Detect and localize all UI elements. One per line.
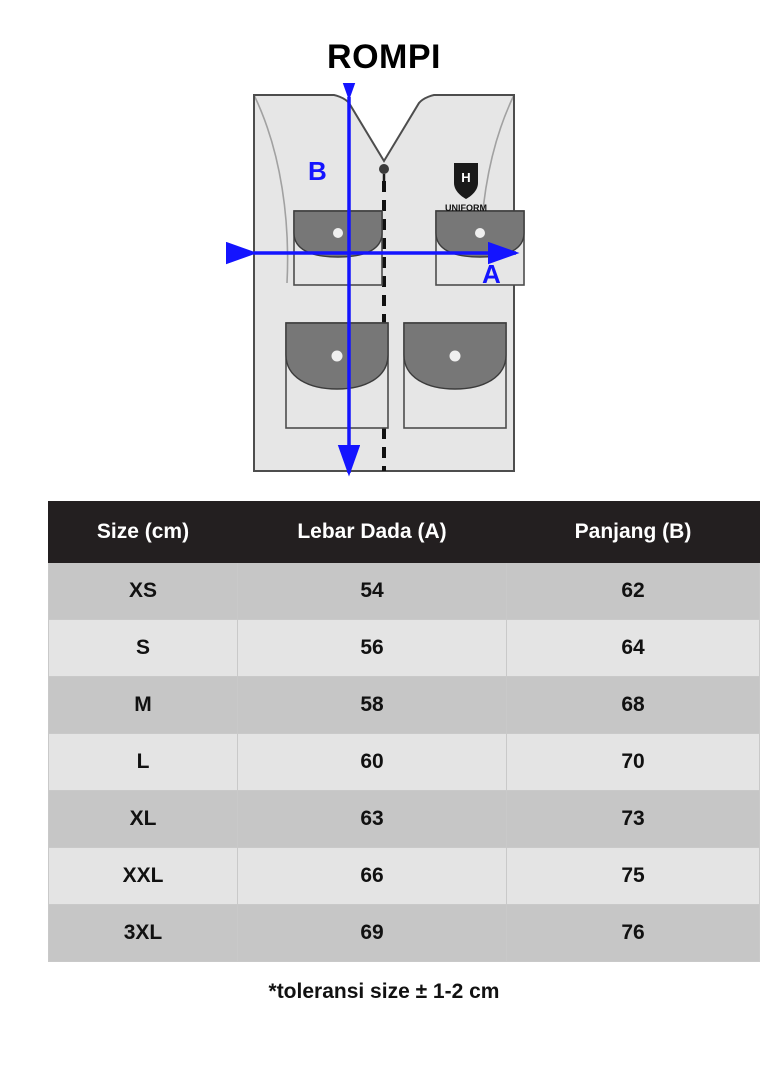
cell-size: M [49,677,238,734]
cell-chest: 69 [238,905,507,962]
tolerance-note: *toleransi size ± 1-2 cm [268,980,500,1003]
table-row [49,791,760,848]
table-header-row [49,502,760,563]
cell-size: XXL [49,848,238,905]
cell-size: XL [49,791,238,848]
cell-length: 73 [507,791,760,848]
cell-length: 75 [507,848,760,905]
cell-chest: 54 [238,563,507,620]
table-row [49,677,760,734]
cell-length: 76 [507,905,760,962]
cell-length: 62 [507,563,760,620]
cell-size: XS [49,563,238,620]
svg-text:H: H [461,170,471,185]
label-a: A [482,259,501,289]
header-chest: Lebar Dada (A) [238,502,507,563]
cell-chest: 63 [238,791,507,848]
table-row [49,848,760,905]
header-length: Panjang (B) [507,502,760,563]
size-table [48,501,760,962]
label-b: B [308,156,327,186]
size-table-head [49,502,760,563]
size-table-wrap [48,501,720,962]
cell-chest: 66 [238,848,507,905]
cell-chest: 58 [238,677,507,734]
cell-size: L [49,734,238,791]
lower-pocket-right [404,323,506,428]
cell-length: 70 [507,734,760,791]
table-row [49,734,760,791]
vest-diagram-svg [104,83,664,483]
brand-text: UNIFORM [445,203,487,213]
chest-pocket-right [436,211,524,285]
table-row [49,563,760,620]
cell-size: S [49,620,238,677]
cell-chest: 56 [238,620,507,677]
cell-size: 3XL [49,905,238,962]
cell-chest: 60 [238,734,507,791]
chest-pocket-left [294,211,382,285]
size-table-body [49,563,760,962]
page-title: ROMPI [327,38,441,76]
lower-pocket-left [286,323,388,428]
table-row [49,620,760,677]
cell-length: 68 [507,677,760,734]
table-row [49,905,760,962]
cell-length: 64 [507,620,760,677]
header-size: Size (cm) [49,502,238,563]
vest-diagram [0,83,768,493]
